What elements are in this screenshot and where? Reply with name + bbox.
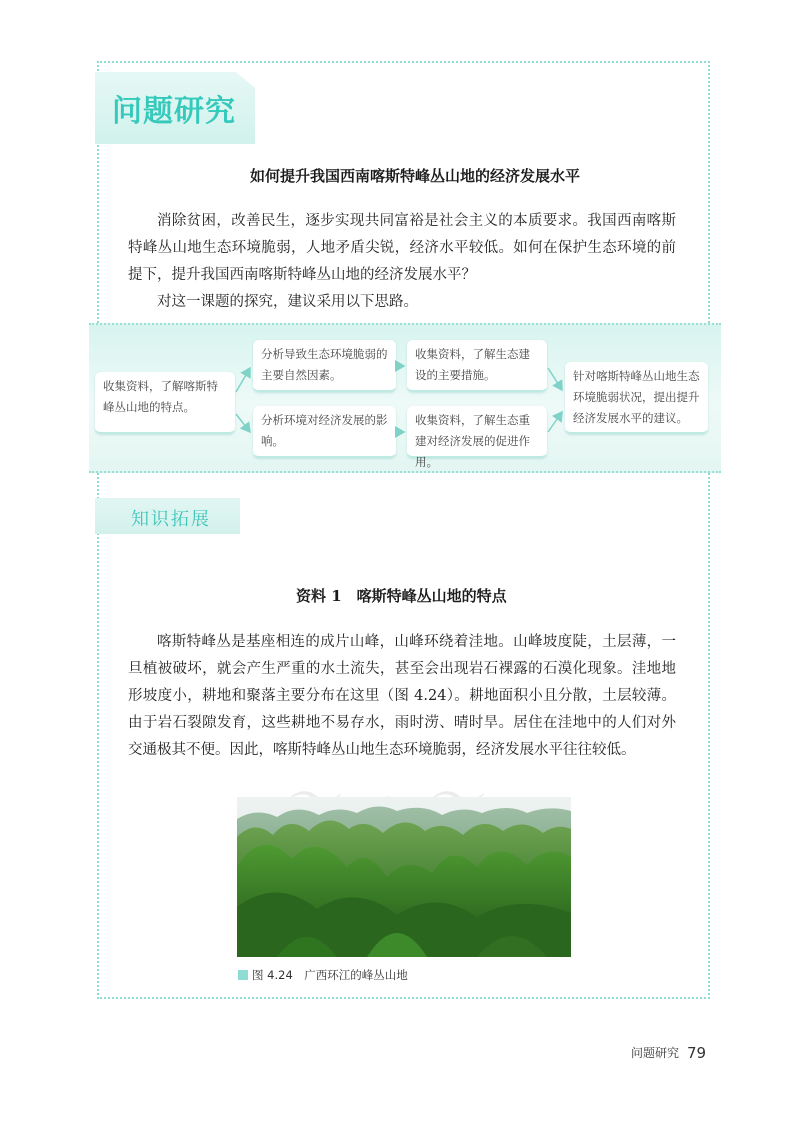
karst-landscape-image [237, 797, 571, 957]
intro-paragraph-1: 消除贫困，改善民生，逐步实现共同富裕是社会主义的本质要求。我国西南喀斯特峰丛山地生态环境脆弱，人地矛盾尖锐，经济水平较低。如何在保护生态环境的前提下，提升我国西南喀斯特峰丛山地的经济发展水平？ [128, 213, 676, 283]
karst-mountain-photo [237, 797, 571, 957]
page-title: 问题研究 [112, 94, 236, 129]
caption-marker [238, 970, 248, 980]
case-title: 如何提升我国西南喀斯特峰丛山地的经济发展水平 [250, 167, 581, 185]
figure-caption [238, 967, 408, 983]
page-footer [631, 1044, 706, 1062]
footer-section: 问题研究 [631, 1046, 680, 1060]
page-number: 79 [687, 1044, 707, 1062]
flow-step-economic-impact: 分析环境对经济发展的影响。 [253, 406, 396, 458]
flow-step-suggestions: 针对喀斯特峰丛山地生态环境脆弱状况，提出提升经济发展水平的建议。 [565, 362, 708, 434]
resource-paragraph: 喀斯特峰丛是基座相连的成片山峰，山峰环绕着洼地。山峰坡度陡，土层薄，一旦植被破坏，就会产生严重的水土流失，甚至会出现岩石裸露的石漠化现象。洼地地形坡度小，耕地和聚落主要分布在这里（图 4.24）。耕地面积小且分散，土层较薄。由于岩石裂隙发育，这些耕地不易存水，雨时涝、晴时旱。居住在洼地中的人们对外交通极其不便。因此，喀斯特峰丛山地生态环境脆弱，经济发展水平往往较低。 [128, 634, 676, 758]
section-title: 知识拓展 [131, 509, 211, 530]
resource-title: 资料 1 喀斯特峰丛山地的特点 [296, 587, 507, 605]
flow-step-eco-measures: 收集资料，了解生态建设的主要措施。 [407, 340, 547, 392]
flow-step-eco-promotion: 收集资料，了解生态重建对经济发展的促进作用。 [407, 406, 547, 458]
intro-paragraph-2: 对这一课题的探究，建议采用以下思路。 [157, 294, 418, 310]
figure-caption-text: 图 4.24 广西环江的峰丛山地 [252, 968, 408, 982]
flow-step-natural-factors: 分析导致生态环境脆弱的主要自然因素。 [253, 340, 396, 392]
flow-step-collect-features: 收集资料，了解喀斯特峰丛山地的特点。 [95, 372, 235, 434]
